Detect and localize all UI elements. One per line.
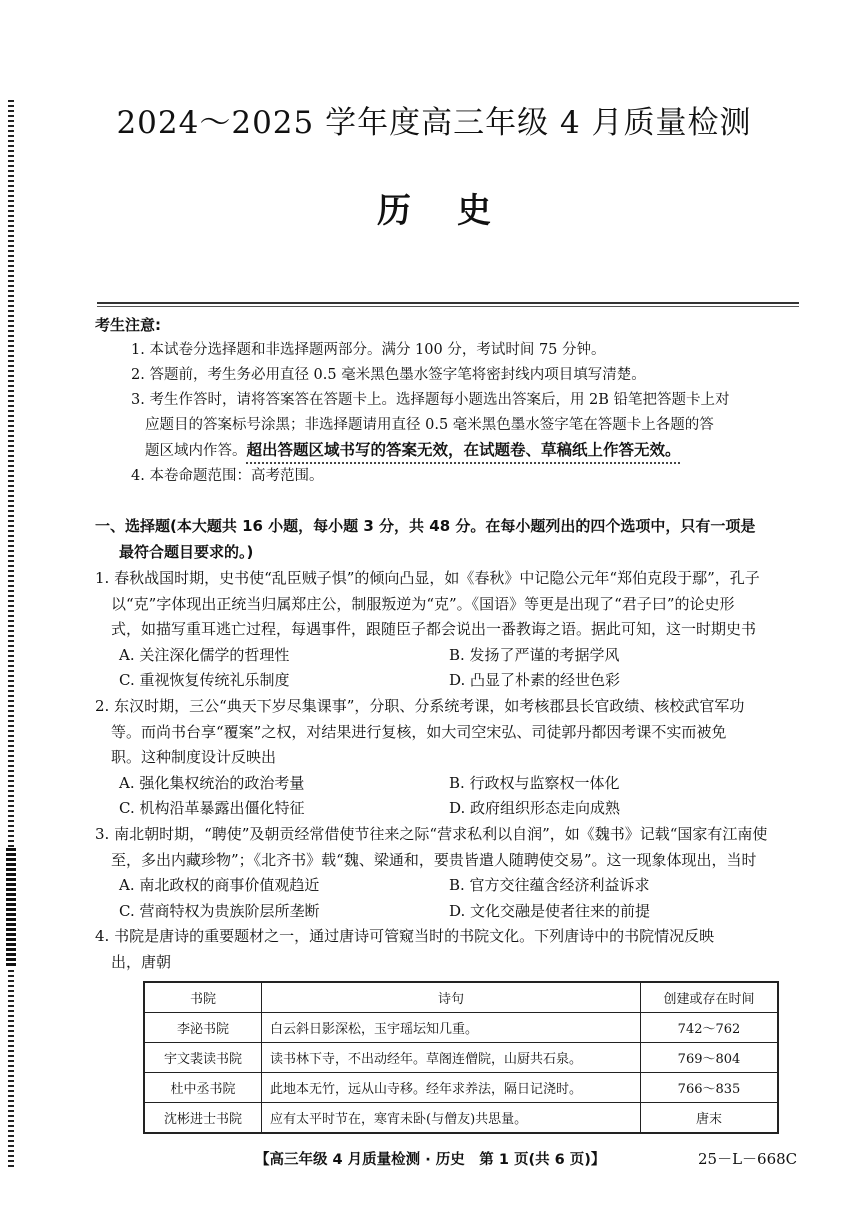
option: C. 机构沿革暴露出僵化特征 xyxy=(119,799,305,818)
academy-poems-table xyxy=(143,981,779,1134)
table-row xyxy=(144,1073,778,1103)
table-cell: 769～804 xyxy=(641,1043,779,1073)
option: C. 营商特权为贵族阶层所垄断 xyxy=(119,901,320,920)
notice-item: 应题目的答案标号涂黑；非选择题请用直径 0.5 毫米黑色墨水签字笔在答题卡上各题的答 xyxy=(145,417,714,433)
option-row xyxy=(95,771,805,797)
divider xyxy=(97,302,799,304)
exam-title: 2024～2025 学年度高三年级 4 月质量检测 xyxy=(116,105,752,141)
notice-text: 题区域内作答。 xyxy=(145,443,247,459)
notice-item xyxy=(95,438,805,464)
table-row xyxy=(144,1103,778,1134)
notice-item: 1. 本试卷分选择题和非选择题两部分。满分 100 分，考试时间 75 分钟。 xyxy=(131,342,606,358)
table-row xyxy=(144,1013,778,1043)
question xyxy=(95,924,805,975)
column-header: 书院 xyxy=(144,982,262,1013)
table-cell: 杜中丞书院 xyxy=(144,1073,262,1103)
table-cell: 李泌书院 xyxy=(144,1013,262,1043)
column-header: 诗句 xyxy=(262,982,641,1013)
option-row xyxy=(95,668,805,694)
question-text: 以“克”字体现出正统当归属郑庄公，制服叛逆为“克”。《国语》等更是出现了“君子曰”的论史形 xyxy=(111,594,735,613)
notice-item: 3. 考生作答时，请将答案答在答题卡上。选择题每小题选出答案后，用 2B 铅笔把答题卡上对 xyxy=(131,392,730,408)
notice-emphasis: 超出答题区域书写的答案无效，在试题卷、草稿纸上作答无效。 xyxy=(246,441,681,459)
table-cell: 766～835 xyxy=(641,1073,779,1103)
binding-margin xyxy=(8,100,14,1170)
section-heading-line: 一、选择题(本大题共 16 小题，每小题 3 分，共 48 分。在每小题列出的四个选项中，只有一项是 xyxy=(95,517,756,535)
table-cell: 读书林下寺，不出动经年。草阁连僧院，山厨共石泉。 xyxy=(262,1043,641,1073)
question-text: 3. 南北朝时期，“聘使”及朝贡经常借使节往来之际“营求私利以自润”，如《魏书》记载“国家有江南使 xyxy=(95,824,768,843)
subject-title: 历史 xyxy=(377,191,537,231)
option: B. 官方交往蕴含经济利益诉求 xyxy=(449,876,650,895)
table-header-row xyxy=(144,982,778,1013)
table-cell: 此地本无竹，远从山寺移。经年求养法，隔日记浇时。 xyxy=(262,1073,641,1103)
question xyxy=(95,822,805,924)
section-heading xyxy=(95,513,805,565)
option: D. 政府组织形态走向成熟 xyxy=(449,799,621,818)
divider xyxy=(97,306,799,307)
footer-page-info: 【高三年级 4 月质量检测 · 历史 第 1 页(共 6 页)】 xyxy=(255,1152,606,1168)
question-text: 等。而尚书台享“覆案”之权，对结果进行复核，如大司空宋弘、司徒郭丹都因考课不实而被免 xyxy=(111,722,727,741)
question-text: 4. 书院是唐诗的重要题材之一，通过唐诗可管窥当时的书院文化。下列唐诗中的书院情况反映 xyxy=(95,927,715,946)
table-cell: 唐末 xyxy=(641,1103,779,1134)
column-header: 创建或存在时间 xyxy=(641,982,779,1013)
option-row xyxy=(95,899,805,925)
candidate-notice xyxy=(95,313,805,489)
question-text: 出，唐朝 xyxy=(111,952,172,971)
binding-marker xyxy=(6,848,16,968)
notice-item: 2. 答题前，考生务必用直径 0.5 毫米黑色墨水签字笔将密封线内项目填写清楚。 xyxy=(131,367,646,383)
option: A. 关注深化儒学的哲理性 xyxy=(119,645,290,664)
footer-code: 25－L－668C xyxy=(698,1150,798,1168)
option-row xyxy=(95,796,805,822)
option: B. 行政权与监察权一体化 xyxy=(449,773,620,792)
option-row xyxy=(95,873,805,899)
option: D. 文化交融是使者往来的前提 xyxy=(449,901,651,920)
option-row xyxy=(95,643,805,669)
option: B. 发扬了严谨的考据学风 xyxy=(449,645,620,664)
notice-item: 4. 本卷命题范围：高考范围。 xyxy=(131,468,324,484)
table-cell: 应有太平时节在，寒宵未卧(与僧友)共思量。 xyxy=(262,1103,641,1134)
question-text: 式，如描写重耳逃亡过程，每遇事件，跟随臣子都会说出一番教诲之语。据此可知，这一时期史书 xyxy=(111,620,757,639)
option: A. 强化集权统治的政治考量 xyxy=(119,773,305,792)
table-cell: 白云斜日影深松，玉宇瑶坛知几重。 xyxy=(262,1013,641,1043)
question xyxy=(95,694,805,822)
option: A. 南北政权的商事价值观趋近 xyxy=(119,876,320,895)
question-text: 2. 东汉时期，三公“典天下岁尽集课事”，分职、分系统考课，如考核郡县长官政绩、核校武官军功 xyxy=(95,696,745,715)
table-cell: 沈彬进士书院 xyxy=(144,1103,262,1134)
table-row xyxy=(144,1043,778,1073)
option: D. 凸显了朴素的经世色彩 xyxy=(449,671,621,690)
question-text: 至，多出内藏珍物”；《北齐书》载“魏、梁通和，要贵皆遣人随聘使交易”。这一现象体现出，当时 xyxy=(111,850,757,869)
question xyxy=(95,566,805,694)
table-cell: 742～762 xyxy=(641,1013,779,1043)
question-text: 职。这种制度设计反映出 xyxy=(111,748,277,767)
section-heading-line: 最符合题目要求的。) xyxy=(119,543,254,561)
table-cell: 宇文裴读书院 xyxy=(144,1043,262,1073)
question-text: 1. 春秋战国时期，史书使“乱臣贼子惧”的倾向凸显，如《春秋》中记隐公元年“郑伯克段于鄢”，孔子 xyxy=(95,569,760,587)
option: C. 重视恢复传统礼乐制度 xyxy=(119,671,290,690)
question-list xyxy=(95,566,805,976)
notice-heading: 考生注意: xyxy=(95,316,161,334)
